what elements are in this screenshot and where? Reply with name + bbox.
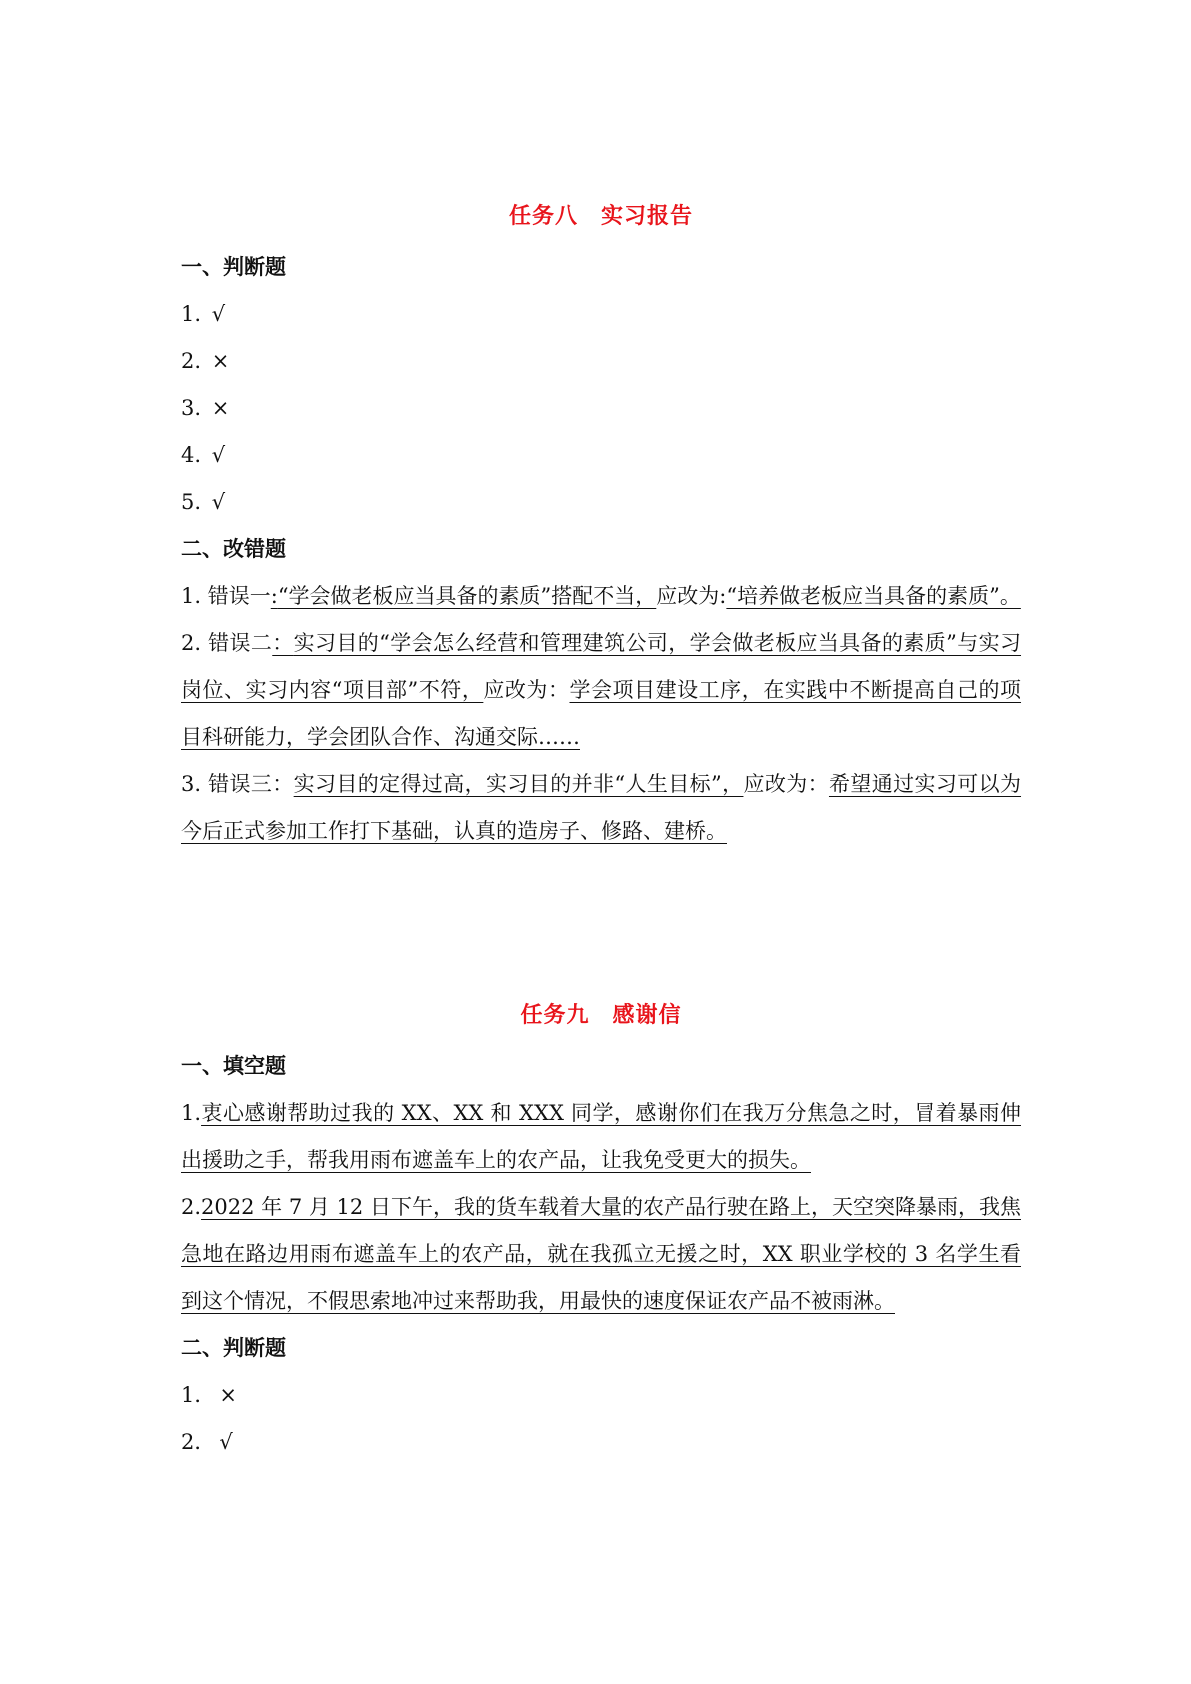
task9-judgment-list bbox=[181, 1372, 1021, 1466]
fill-item: 1.衷心感谢帮助过我的 XX、XX 和 XXX 同学，感谢你们在我万分焦急之时，冒着暴雨伸出援助之手，帮我用雨布遮盖车上的农产品，让我免受更大的损失。 bbox=[181, 1101, 1021, 1172]
answer-mark: × bbox=[211, 396, 230, 420]
error-text: 实习目的“学会怎么经营和管理建筑公司，学会做老板应当具备的素质”与实习岗位、实习内容“项目部”不符， bbox=[181, 631, 1022, 702]
task9-title: 任务九 感谢信 bbox=[520, 1003, 682, 1028]
answer-mark: √ bbox=[211, 443, 226, 467]
judgment-item: 1. √ bbox=[181, 302, 226, 326]
task8-judgment-heading: 一、判断题 bbox=[181, 255, 286, 279]
correction-item: 3. 错误三：实习目的定得过高，实习目的并非“人生目标”，应改为：希望通过实习可以为今后正式参加工作打下基础，认真的造房子、修路、建桥。 bbox=[181, 772, 1022, 843]
fill-answer: 2022 年 7 月 12 日下午，我的货车载着大量的农产品行驶在路上，天空突降暴雨，我焦急地在路边用雨布遮盖车上的农产品，就在我孤立无援之时，XX 职业学校的 3 名学生看到这个情况，不假思索地冲过来帮助我，用最快的速度保证农产品不被雨淋。 bbox=[181, 1195, 1021, 1313]
fix-text: 学会项目建设工序，在实践中不断提高自己的项目科研能力，学会团队合作、沟通交际…… bbox=[181, 678, 1022, 749]
error-text: 实习目的定得过高，实习目的并非“人生目标”， bbox=[293, 772, 744, 796]
judgment-item: 5. √ bbox=[181, 490, 226, 514]
error-text: “学会做老板应当具备的素质”搭配不当， bbox=[277, 584, 657, 608]
judgment-item: 3. × bbox=[181, 396, 230, 420]
task8-correction-list bbox=[181, 573, 1021, 855]
answer-mark: × bbox=[211, 349, 230, 373]
judgment-item: 4. √ bbox=[181, 443, 226, 467]
task8-section bbox=[181, 196, 1021, 855]
answer-mark: √ bbox=[219, 1430, 233, 1454]
task8-judgment-list bbox=[181, 291, 1021, 526]
fill-item: 2.2022 年 7 月 12 日下午，我的货车载着大量的农产品行驶在路上，天空突降暴雨，我焦急地在路边用雨布遮盖车上的农产品，就在我孤立无援之时，XX 职业学校的 3 名学生看到这个情况，不假思索地冲过来帮助我，用最快的速度保证农产品不被雨淋。 bbox=[181, 1195, 1021, 1313]
task9-section bbox=[181, 995, 1021, 1466]
task9-fill-list bbox=[181, 1090, 1021, 1325]
task9-judgment-heading: 二、判断题 bbox=[181, 1336, 286, 1360]
judgment-item: 1． × bbox=[181, 1383, 237, 1407]
judgment-item: 2． √ bbox=[181, 1430, 233, 1454]
answer-mark: × bbox=[219, 1383, 237, 1407]
task9-fill-heading: 一、填空题 bbox=[181, 1054, 286, 1078]
task8-title: 任务八 实习报告 bbox=[508, 204, 693, 229]
fix-text: “培养做老板应当具备的素质”。 bbox=[726, 584, 1021, 608]
correction-item: 2. 错误二：实习目的“学会怎么经营和管理建筑公司，学会做老板应当具备的素质”与实习岗位、实习内容“项目部”不符，应改为：学会项目建设工序，在实践中不断提高自己的项目科研能力，学会团队合作、沟通交际…… bbox=[181, 631, 1022, 749]
judgment-item: 2. × bbox=[181, 349, 230, 373]
correction-item: 1. 错误一:“学会做老板应当具备的素质”搭配不当，应改为:“培养做老板应当具备的素质”。 bbox=[181, 584, 1021, 608]
answer-mark: √ bbox=[211, 490, 226, 514]
fill-answer: 衷心感谢帮助过我的 XX、XX 和 XXX 同学，感谢你们在我万分焦急之时，冒着暴雨伸出援助之手，帮我用雨布遮盖车上的农产品，让我免受更大的损失。 bbox=[181, 1101, 1021, 1172]
answer-mark: √ bbox=[211, 302, 226, 326]
fix-text: 希望通过实习可以为今后正式参加工作打下基础，认真的造房子、修路、建桥。 bbox=[181, 772, 1022, 843]
task8-correction-heading: 二、改错题 bbox=[181, 537, 286, 561]
